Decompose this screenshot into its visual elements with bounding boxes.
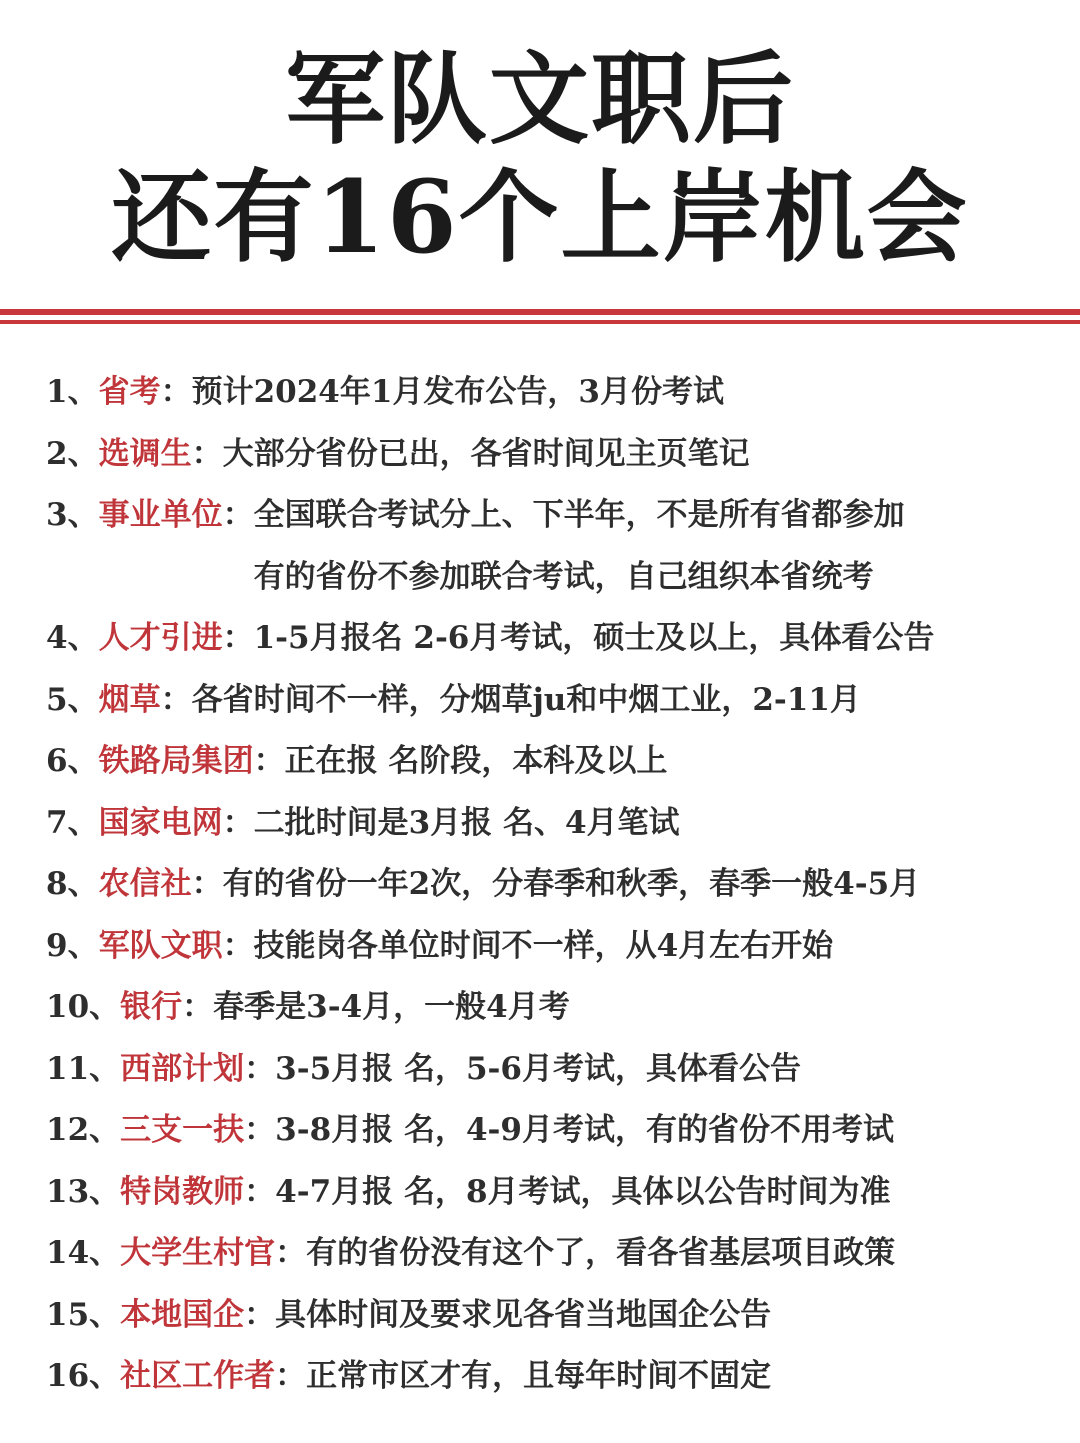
item-description xyxy=(223,854,921,916)
item-keyword: 省考 xyxy=(98,374,161,410)
item-keyword: 特岗教师 xyxy=(120,1173,245,1210)
item-description xyxy=(223,424,750,486)
item-colon: ： xyxy=(182,989,214,1025)
item-keyword: 本地国企 xyxy=(120,1296,245,1333)
item-keyword: 银行 xyxy=(120,989,183,1025)
item-description xyxy=(254,916,834,978)
list-item xyxy=(46,854,1056,916)
item-colon: ： xyxy=(275,1235,307,1271)
item-description-line: 大部分省份已出，各省时间见主页笔记 xyxy=(222,435,750,472)
item-keyword: 人才引进 xyxy=(98,620,223,656)
item-description xyxy=(192,362,724,424)
item-colon: ： xyxy=(191,435,223,472)
item-colon: ： xyxy=(244,1112,276,1148)
item-description xyxy=(306,1223,895,1285)
item-description xyxy=(285,731,668,793)
opportunity-list xyxy=(46,362,1056,1408)
list-item xyxy=(46,424,1056,486)
item-description-line: 全国联合考试分上、下半年，不是所有省都参加 xyxy=(253,497,905,533)
list-item xyxy=(46,362,1056,424)
title-line-1: 军队文职后 xyxy=(285,40,795,158)
item-keyword: 烟草 xyxy=(98,681,161,718)
item-number: 13、 xyxy=(46,1173,121,1210)
item-keyword: 军队文职 xyxy=(98,927,223,964)
item-number: 15、 xyxy=(46,1296,121,1333)
item-description-line: 4-7月报 名，8月考试，具体以公告时间为准 xyxy=(275,1173,891,1210)
item-colon: ： xyxy=(222,804,254,841)
item-keyword: 大学生村官 xyxy=(120,1235,276,1271)
item-colon: ： xyxy=(160,374,192,410)
item-description xyxy=(213,977,570,1039)
item-colon: ： xyxy=(222,497,254,533)
item-keyword: 社区工作者 xyxy=(120,1358,276,1394)
list-item xyxy=(46,1100,1056,1162)
item-colon: ： xyxy=(244,1296,276,1333)
item-number: 3、 xyxy=(46,497,99,533)
item-description-line: 3-5月报 名，5-6月考试，具体看公告 xyxy=(275,1050,801,1087)
list-item xyxy=(46,731,1056,793)
item-description xyxy=(275,1100,894,1162)
item-keyword: 西部计划 xyxy=(120,1050,245,1087)
list-item xyxy=(46,485,1056,608)
item-keyword: 铁路局集团 xyxy=(98,743,254,779)
item-colon: ： xyxy=(191,866,223,902)
list-item xyxy=(46,793,1056,855)
item-description xyxy=(275,1285,771,1347)
item-description-line: 正在报 名阶段，本科及以上 xyxy=(284,743,668,779)
item-description-line: 具体时间及要求见各省当地国企公告 xyxy=(275,1296,772,1333)
item-number: 5、 xyxy=(46,681,99,718)
item-number: 7、 xyxy=(46,804,99,841)
page-title xyxy=(0,40,1080,276)
item-colon: ： xyxy=(222,620,254,656)
item-number: 2、 xyxy=(46,435,99,472)
item-description xyxy=(275,1162,890,1224)
item-colon: ： xyxy=(160,681,192,718)
list-item xyxy=(46,1285,1056,1347)
list-item xyxy=(46,670,1056,732)
item-description-line: 各省时间不一样，分烟草ju和中烟工业，2-11月 xyxy=(191,681,861,718)
item-description-line: 1-5月报名 2-6月考试，硕士及以上，具体看公告 xyxy=(253,620,935,656)
item-description-line: 预计2024年1月发布公告，3月份考试 xyxy=(191,374,724,410)
item-description-line: 有的省份没有这个了，看各省基层项目政策 xyxy=(306,1235,896,1271)
item-keyword: 三支一扶 xyxy=(120,1112,245,1148)
item-colon: ： xyxy=(244,1173,276,1210)
item-number: 1、 xyxy=(46,374,99,410)
item-number: 4、 xyxy=(46,620,99,656)
item-description-line: 有的省份不参加联合考试，自己组织本省统考 xyxy=(253,558,874,595)
item-description-line: 有的省份一年2次，分春季和秋季，春季一般4-5月 xyxy=(222,866,921,902)
item-description xyxy=(254,485,905,608)
item-description-line: 3-8月报 名，4-9月考试，有的省份不用考试 xyxy=(275,1112,894,1148)
list-item xyxy=(46,1039,1056,1101)
item-colon: ： xyxy=(275,1358,307,1394)
item-keyword: 事业单位 xyxy=(98,497,223,533)
item-number: 12、 xyxy=(46,1112,121,1148)
list-item xyxy=(46,1162,1056,1224)
item-colon: ： xyxy=(244,1050,276,1087)
item-description xyxy=(254,793,680,855)
list-item xyxy=(46,1223,1056,1285)
item-description xyxy=(306,1346,771,1408)
item-number: 14、 xyxy=(46,1235,121,1271)
item-description xyxy=(192,670,861,732)
item-colon: ： xyxy=(253,743,285,779)
list-item xyxy=(46,916,1056,978)
item-keyword: 选调生 xyxy=(98,435,192,472)
item-description xyxy=(254,608,935,670)
divider-thin xyxy=(0,320,1080,324)
title-line-2: 还有16个上岸机会 xyxy=(111,158,969,276)
item-description-line: 技能岗各单位时间不一样，从4月左右开始 xyxy=(253,927,834,964)
item-colon: ： xyxy=(222,927,254,964)
item-number: 10、 xyxy=(46,989,121,1025)
item-description-line: 正常市区才有，且每年时间不固定 xyxy=(306,1358,772,1394)
list-item xyxy=(46,977,1056,1039)
item-keyword: 农信社 xyxy=(98,866,192,902)
item-description xyxy=(275,1039,801,1101)
item-number: 11、 xyxy=(46,1050,121,1087)
divider-thick xyxy=(0,309,1080,315)
item-number: 16、 xyxy=(46,1358,121,1394)
item-number: 8、 xyxy=(46,866,99,902)
item-description-line: 春季是3-4月，一般4月考 xyxy=(213,989,570,1025)
item-number: 9、 xyxy=(46,927,99,964)
item-description-line: 二批时间是3月报 名、4月笔试 xyxy=(253,804,680,841)
list-item xyxy=(46,608,1056,670)
list-item xyxy=(46,1346,1056,1408)
item-keyword: 国家电网 xyxy=(98,804,223,841)
item-number: 6、 xyxy=(46,743,99,779)
